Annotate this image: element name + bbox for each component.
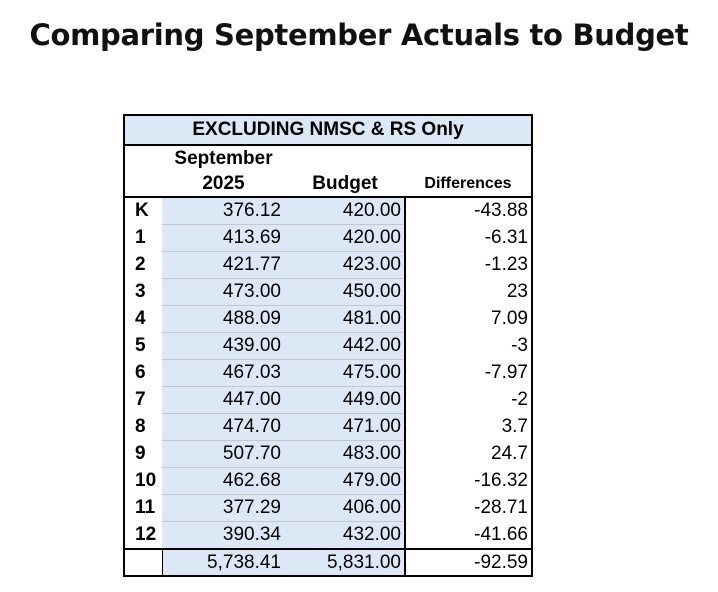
total-difference-value: -92.59 — [405, 549, 531, 575]
table-row — [125, 225, 531, 252]
difference-value: -2 — [511, 389, 528, 410]
total-september-value: 5,738.41 — [162, 549, 285, 575]
table-row — [125, 197, 531, 225]
differences-header-top-cell — [405, 146, 531, 171]
page-title: Comparing September Actuals to Budget — [29, 18, 689, 52]
september-value: 390.34 — [162, 522, 285, 550]
budget-value: 420.00 — [285, 225, 405, 252]
table-row — [125, 360, 531, 387]
grade-cell: 2 — [135, 254, 146, 275]
header-row — [125, 146, 531, 171]
table-title: EXCLUDING NMSC & RS Only — [125, 116, 531, 146]
grade-cell: 10 — [135, 470, 157, 491]
budget-header-top-cell — [285, 146, 405, 171]
difference-value: -41.66 — [474, 523, 528, 545]
september-value: 488.09 — [162, 306, 285, 333]
difference-value: -1.23 — [484, 254, 528, 275]
table-row — [125, 306, 531, 333]
budget-value: 475.00 — [285, 360, 405, 387]
budget-value: 450.00 — [285, 279, 405, 306]
difference-value: -16.32 — [474, 470, 528, 491]
grade-cell: 6 — [135, 362, 146, 383]
table-row — [125, 495, 531, 522]
grade-cell: 12 — [135, 523, 157, 545]
difference-value: -6.31 — [484, 227, 528, 248]
difference-value: 7.09 — [491, 308, 528, 329]
grade-cell: 1 — [135, 227, 146, 248]
difference-value: 3.7 — [501, 416, 528, 437]
budget-value: 471.00 — [285, 414, 405, 441]
grade-cell: 11 — [135, 497, 156, 518]
september-value: 447.00 — [162, 387, 285, 414]
grade-cell: 4 — [135, 308, 146, 329]
differences-header: Differences — [405, 171, 531, 197]
total-budget-value: 5,831.00 — [285, 549, 405, 575]
grade-cell: 5 — [135, 335, 146, 356]
september-value: 474.70 — [162, 414, 285, 441]
table-row — [125, 333, 531, 360]
grade-cell: 3 — [135, 281, 146, 302]
september-value: 377.29 — [162, 495, 285, 522]
grade-cell: K — [135, 200, 149, 222]
budget-value: 442.00 — [285, 333, 405, 360]
budget-header: Budget — [285, 171, 405, 197]
september-value: 473.00 — [162, 279, 285, 306]
grade-cell: 9 — [135, 443, 146, 464]
comparison-grid — [125, 146, 531, 575]
difference-value: -43.88 — [474, 200, 528, 222]
header-row — [125, 171, 531, 197]
budget-value: 432.00 — [285, 522, 405, 550]
table-row — [125, 252, 531, 279]
difference-value: 23 — [506, 281, 528, 302]
table-row — [125, 414, 531, 441]
budget-value: 481.00 — [285, 306, 405, 333]
budget-value: 449.00 — [285, 387, 405, 414]
september-value: 413.69 — [162, 225, 285, 252]
table-row — [125, 387, 531, 414]
september-value: 507.70 — [162, 441, 285, 468]
september-year-header: 2025 — [162, 171, 285, 197]
grade-cell: 8 — [135, 416, 146, 437]
budget-table — [123, 114, 533, 577]
budget-value: 483.00 — [285, 441, 405, 468]
budget-value: 420.00 — [285, 197, 405, 225]
table-row — [125, 279, 531, 306]
september-value: 467.03 — [162, 360, 285, 387]
difference-value: -3 — [511, 335, 528, 356]
grade-cell: 7 — [135, 389, 146, 410]
september-header: September — [174, 147, 273, 169]
grade-header-cell — [125, 146, 162, 171]
september-value: 439.00 — [162, 333, 285, 360]
budget-value: 479.00 — [285, 468, 405, 495]
difference-value: -28.71 — [474, 497, 528, 518]
september-value: 376.12 — [162, 197, 285, 225]
september-value: 462.68 — [162, 468, 285, 495]
difference-value: -7.97 — [484, 362, 528, 383]
table-row — [125, 522, 531, 550]
total-row — [125, 549, 531, 575]
difference-value: 24.7 — [491, 443, 528, 464]
budget-value: 423.00 — [285, 252, 405, 279]
table-row — [125, 441, 531, 468]
budget-value: 406.00 — [285, 495, 405, 522]
grade-header-cell — [125, 171, 162, 197]
total-label-cell — [125, 549, 162, 575]
september-value: 421.77 — [162, 252, 285, 279]
table-row — [125, 468, 531, 495]
